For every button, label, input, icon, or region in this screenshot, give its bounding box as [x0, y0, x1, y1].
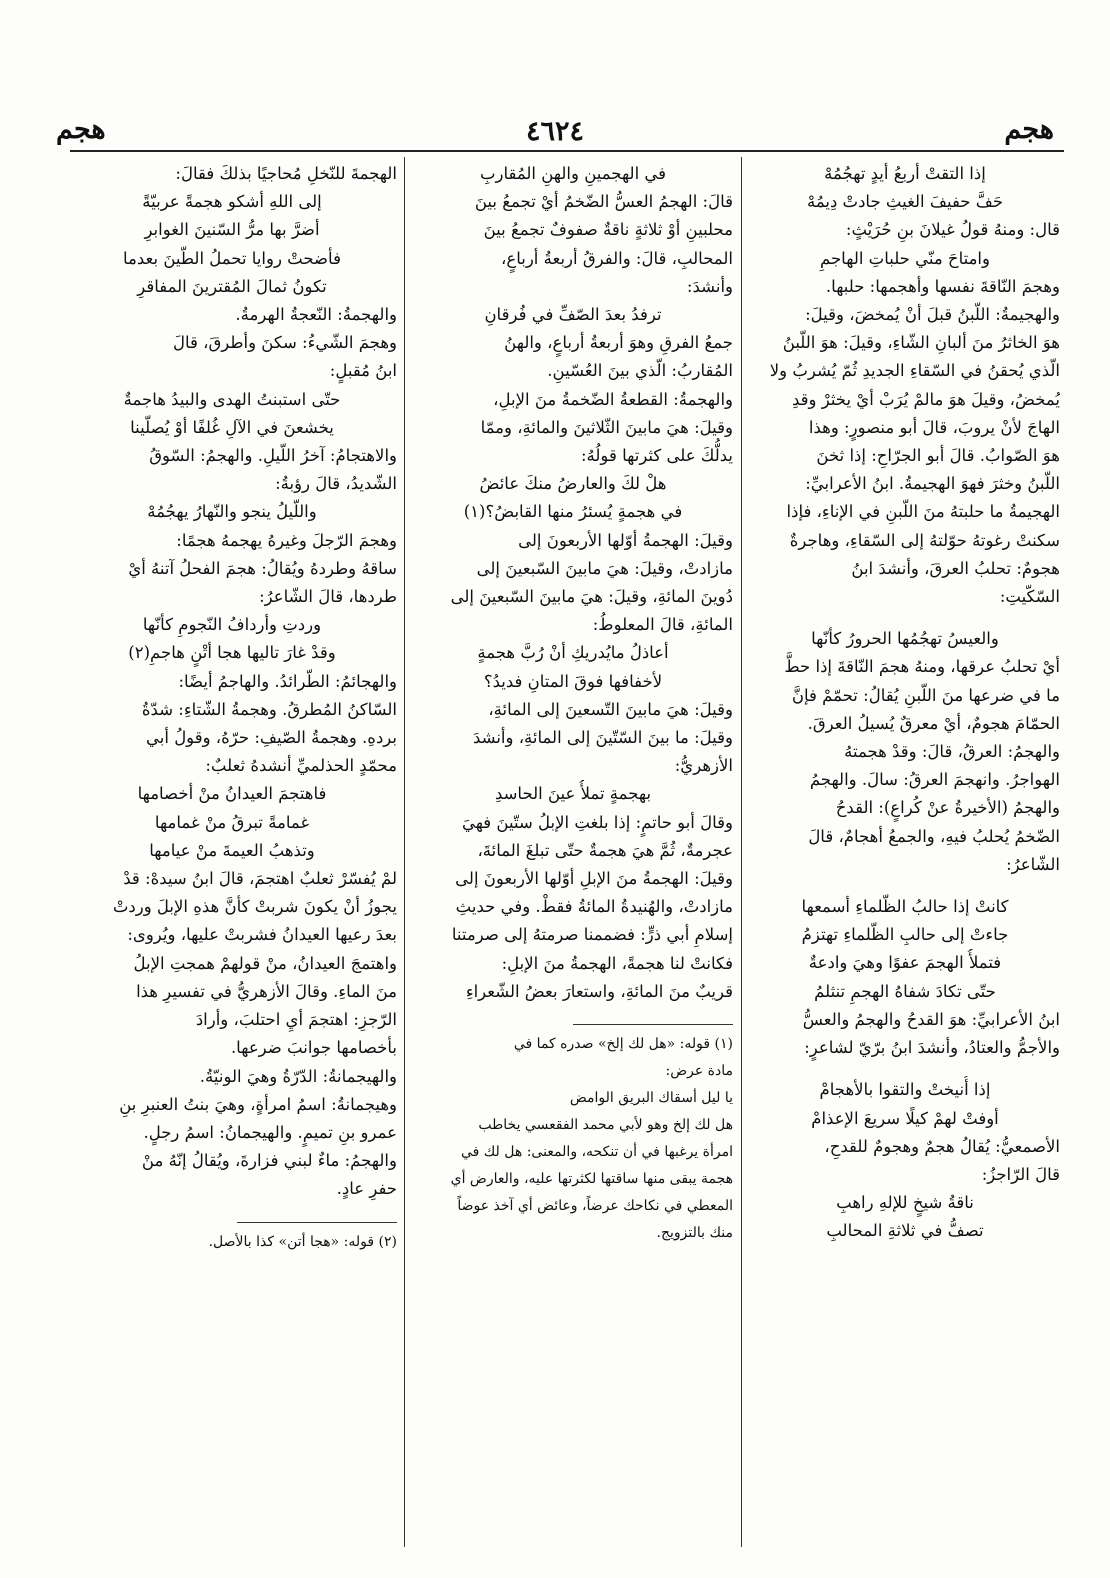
verse-line: حتّى تكادَ شفاهُ الهجمِ تنثلمُ — [814, 981, 996, 1001]
text-line: وقيلَ: هيَ مابينَ التّسعينَ إلى المائةِ، — [488, 699, 733, 719]
page-number: ٤٦٢٤ — [525, 116, 584, 147]
text-column-left — [67, 160, 397, 1550]
text-line: المائةِ، قالَ المعلوطُ: — [592, 615, 733, 635]
text-line: الهواجرُ. وانهجمَ العرقُ: سالَ. والهجمُ — [809, 770, 1060, 790]
verse-line: والعيسُ تهجُمُها الحرورُ كأنّها — [811, 629, 999, 649]
text-line: يجوزُ أنْ يكونَ شربتْ كأنَّ هذهِ الإبلَ وردتْ — [112, 897, 397, 917]
text-line: السّاكنُ المُطرقُ. وهجمةُ الشّتاءِ: شدّةُ — [141, 699, 397, 719]
header-rule — [70, 150, 1064, 152]
text-line: والأجمُّ والعتادُ، وأنشدَ ابنُ برّيّ لشاعرٍ: — [804, 1038, 1060, 1058]
text-line: الأصمعيُّ: يُقالُ هجمٌ وهجومٌ للقدحِ، — [824, 1136, 1060, 1156]
header-right-word: هجم — [1004, 114, 1054, 145]
verse-line: وامتاحَ منّي حلباتِ الهاجمِ — [820, 248, 990, 268]
text-line: وقيلَ: الهجمةُ أوّلها الأربعونَ إلى — [518, 530, 733, 550]
column-divider-1 — [741, 157, 742, 1547]
text-line: قريبٌ منَ المائةِ، واستعارَ بعضُ الشّعراءِ — [465, 981, 733, 1001]
footnote-line: منك بالتزويج. — [656, 1225, 733, 1242]
text-line: الضّخمُ يُحلبُ فيهِ، والجمعُ أهجامٌ، قالَ — [808, 826, 1060, 846]
text-line: وقيلَ: ما بينَ السّتّينَ إلى المائةِ، وأنشدَ — [472, 728, 733, 748]
verse-line: يخشعنَ في الآلِ غُلفًا أوْ يُصلّينا — [130, 417, 334, 437]
verse-line: هلْ لكَ والعارضُ منكَ عائضُ — [479, 474, 667, 494]
text-line: قالَ الرّاجزُ: — [981, 1164, 1060, 1184]
text-line: سكنتْ رغوتهُ حوّلتهُ إلى السّقاءِ، وهاجرةٌ — [789, 530, 1060, 550]
text-line: بأخصامها جوانبَ ضرعها. — [230, 1038, 397, 1058]
text-line: ابنُ مُقبلٍ: — [329, 361, 397, 381]
footnote-line: (١) قوله: «هل لك إلخ» صدره كما في — [513, 1036, 733, 1053]
column-divider-2 — [404, 157, 405, 1547]
text-line: وأنشدَ: — [686, 276, 733, 296]
verse-line: فأضحتْ روايا تحملُ الطّينَ بعدما — [123, 248, 341, 268]
text-line: والاهتجامُ: آخرُ اللّيلِ. والهجمُ: السّوقُ — [149, 446, 397, 466]
text-line: الأزهريُّ: — [674, 756, 733, 776]
footnote-line: مادة عرض: — [665, 1063, 733, 1080]
text-line: والهجيمةُ: اللّبنُ قبلَ أنْ يُمخضَ، وقيلَ: — [805, 305, 1060, 325]
verse-line: ترفدُ بعدَ الصّفِّ في فُرقانِ — [484, 305, 662, 325]
text-line: وقيلَ: هيَ مابينَ الثّلاثينَ والمائةِ، وممّا — [480, 417, 733, 437]
verse-line: واللّيلُ ينجو والنّهارُ يهجُمُهْ — [147, 502, 317, 522]
text-line: أيْ تحلبُ عرقها، ومنهُ هجمَ النّاقةَ إذا حطَّ — [784, 657, 1060, 677]
footnote-line: المعطي في نكاحك عرضاً، وعائض أي آخذ عوضاً — [457, 1198, 733, 1215]
text-line: قال: ومنهُ قولُ غيلانَ بنِ حُرَيْثٍ: — [845, 220, 1060, 240]
text-line: والهيجمانةُ: الدّرّةُ وهيَ الونيّةُ. — [199, 1066, 397, 1086]
verse-line: حَفَّ حفيفَ الغيثِ جادتْ دِيمُهْ — [806, 192, 1004, 212]
text-line: وهيجمانةُ: اسمُ امرأةٍ، وهيَ بنتُ العنبرِ بنِ — [119, 1094, 397, 1114]
text-line: الّذي يُحقنُ في السّقاءِ الجديدِ ثُمّ يُشربُ ولا — [769, 361, 1060, 381]
text-line: وهجمَ الشّيءُ: سكنَ وأطرقَ، قالَ — [173, 333, 397, 353]
text-line: والهجمُ: العرقُ، قالَ: وقدْ هجمتهُ — [844, 742, 1060, 762]
verse-line: وردتِ وأردافُ النّجومِ كأنّها — [142, 615, 322, 635]
text-line: قالَ: الهجمُ العسُّ الضّخمُ أيْ تجمعُ بينَ — [474, 192, 733, 212]
text-line: السّكّيتِ: — [999, 587, 1060, 607]
footnote-line: امرأة يرغبها في أن تنكحه، والمعنى: هل لك في — [460, 1144, 733, 1161]
text-line: الرّجزِ: اهتجمَ أيِ احتلبَ، وأرادَ — [195, 1010, 397, 1030]
verse-line: أعاذلُ مايُدريكِ أنْ رُبَّ هجمةٍ — [477, 643, 669, 663]
text-line: إسلامِ أبي ذرٍّ: فضممنا صرمتهُ إلى صرمتنا — [451, 925, 733, 945]
text-line: مازادتْ، والهُنيدةُ المائةُ فقطْ. وفي حديثِ — [455, 897, 733, 917]
verse-line: فاهتجمَ العيدانُ منْ أخصامها — [137, 784, 327, 804]
text-line: محمّدٍ الحذلميِّ أنشدهُ ثعلبٌ: — [205, 756, 397, 776]
footnote-line: (٢) قوله: «هجا أتن» كذا بالأصل. — [208, 1233, 397, 1250]
text-line: الهاجَ لأنْ يروبَ، قالَ أبو منصورٍ: وهذا — [808, 417, 1060, 437]
verse-line: لأخفافها فوقَ المتانِ فديدُ؟ — [483, 671, 663, 691]
text-line: بعدَ رعيها العيدانُ فشربتْ عليها، ويُروى: — [127, 925, 397, 945]
verse-line: أوفتْ لهمْ كيلًا سريعَ الإعذامْ — [811, 1108, 999, 1128]
verse-line: تكونُ ثمالَ المُقترينَ المفاقرِ — [137, 276, 327, 296]
verse-line: وتذهبُ العيمةَ منْ عيامها — [149, 840, 315, 860]
text-line: دُوينَ المائةِ، وقيلَ: هيَ مابينَ السّبعينَ إلى — [450, 587, 733, 607]
verse-line: إذا أُنيختْ والتقوا بالأهجامْ — [819, 1080, 991, 1100]
verse-line: تصفُّ في ثلاثةِ المحالبِ — [826, 1221, 984, 1241]
text-line: هوَ الصّوابُ. قالَ أبو الجرّاحِ: إذا ثخنَ — [816, 446, 1060, 466]
text-line: يدلُّكَ على كثرتها قولُهُ: — [581, 446, 733, 466]
text-line: حفرِ عادٍ. — [336, 1179, 397, 1199]
text-line: الهجيمةُ ما حلبتهُ منَ اللّبنِ في الإناءِ، فإذا — [786, 502, 1060, 522]
footnote-line: يا ليل أسقاك البريق الوامض — [569, 1090, 733, 1107]
text-line: هجومٌ: تحلبُ العرقَ، وأنشدَ ابنُ — [851, 558, 1060, 578]
text-line: طردها، قالَ الشّاعرُ: — [259, 587, 397, 607]
text-line: بردهِ. وهجمةُ الصّيفِ: حرّهُ، وقولُ أبي — [146, 728, 397, 748]
text-line: والهجمُ (الأخيرةُ عنْ كُراعٍ): القدحُ — [835, 798, 1060, 818]
verse-line: وقدْ غارَ تاليها هجا أتْنٍ هاجمِ(٢) — [128, 643, 336, 663]
text-column-middle — [413, 160, 733, 1550]
text-line: لمْ يُفسّرْ ثعلبٌ اهتجمَ، قالَ ابنُ سيدهْ: قدْ — [123, 869, 397, 889]
text-line: والهجمةُ: النّعجةُ الهرمةُ. — [235, 305, 397, 325]
text-line: ما في ضرعها منَ اللّبنِ يُقالُ: تحمّمْ فإنَّ — [791, 685, 1060, 705]
verse-line: فتملأُ الهجمَ عفوًا وهيَ وادعةٌ — [808, 953, 1002, 973]
text-line: وقالَ أبو حاتمٍ: إذا بلغتِ الإبلُ ستّينَ فهيَ — [461, 812, 733, 832]
text-line: الهجمةَ للنّخلِ مُحاجيًا بذلكَ فقالَ: — [175, 164, 397, 183]
spacer — [750, 611, 1060, 625]
text-line: عجرمةٌ، ثُمَّ هيَ هجمةٌ حتّى تبلغَ المائةَ، — [477, 840, 733, 860]
footnote-rule — [573, 1024, 733, 1025]
text-line: والهجائمُ: الطّرائدُ. والهاجمُ أيضًا: — [178, 671, 397, 691]
text-line: فكانتْ لنا هجمةً، الهجمةُ منَ الإبلِ: — [501, 953, 733, 973]
footnote-rule — [237, 1222, 397, 1223]
text-line: محلبينِ أوْ ثلاثةٍ ناقةٌ صفوفٌ تجمعُ بينَ — [483, 220, 733, 240]
verse-line: إذا التقتْ أربعُ أيدٍ تهجُمُهْ — [824, 164, 986, 183]
footnote-line: هل لك إلخ وهو لأبي محمد الفقعسي يخاطب — [478, 1117, 733, 1134]
verse-line: في هجمةٍ يُسئرُ منها القابضُ؟(١) — [463, 502, 683, 522]
header-left-word: هجم — [56, 114, 106, 145]
text-line: وهجمَ الرّجلَ وغيرهُ يهجمهُ هجمًا: — [176, 530, 397, 550]
verse-line: إلى اللهِ أشكو هجمةً عربيّةً — [142, 192, 322, 212]
verse-line: جاءتْ إلى حالبِ الظّلماءِ تهتزمُ — [801, 925, 1009, 945]
text-line: وقيلَ: الهجمةُ منَ الإبلِ أوّلها الأربعونَ إلى — [455, 869, 733, 889]
verse-line: ناقةُ شيخٍ للإلهِ راهبِ — [836, 1193, 974, 1213]
text-line: الشّديدُ، قالَ رؤبةُ: — [275, 474, 397, 494]
text-column-right — [750, 160, 1060, 1550]
footnote-line: هجمة يبقى منها ساقتها لكثرتها عليه، والعارض أي — [450, 1171, 733, 1188]
verse-line: غمامةً تبرقُ منْ غمامها — [154, 812, 310, 832]
text-line: وهجمَ النّاقةَ نفسها وأهجمها: حلبها. — [825, 276, 1060, 296]
spacer — [750, 879, 1060, 893]
verse-line: أضرَّ بها مرُّ السّنينَ الغوابرِ — [144, 220, 320, 240]
text-line: مازادتْ، وقيلَ: هيَ مابينَ السّبعينَ إلى — [476, 558, 733, 578]
verse-line: بهجمةٍ تملأُ عينَ الحاسدِ — [494, 784, 652, 804]
text-line: ساقهُ وطردهُ ويُقالُ: هجمَ الفحلُ آتنهُ أيْ — [128, 558, 397, 578]
text-line: الحمّامَ هجومٌ، أيْ معرقٌ يُسيلُ العرقَ. — [807, 713, 1060, 733]
text-line: الشّاعرُ: — [1006, 854, 1060, 874]
text-line: جمعُ الفرقِ وهوَ أربعةُ أرباعٍ، والهنُ — [504, 333, 733, 353]
text-line: اللّبنُ وخثرَ فهوَ الهجيمةُ. ابنُ الأعرابيِّ: — [805, 474, 1060, 494]
text-line: عمرو بنِ تميمٍ. والهيجمانُ: اسمُ رجلٍ. — [143, 1122, 397, 1142]
text-line: ابنُ الأعرابيِّ: هوَ القدحُ والهجمُ والعسُّ — [802, 1009, 1060, 1029]
verse-line: في الهجمينِ والهنِ المُقاربِ — [479, 164, 667, 183]
text-line: المُقاربُ: الّذي بينَ العُسّينِ. — [547, 361, 733, 381]
text-line: هوَ الخاثرُ منَ ألبانِ الشّاءِ، وقيلَ: هوَ اللّبنُ — [782, 333, 1060, 353]
verse-line: حتّى استبنتُ الهدى والبيدُ هاجمةٌ — [123, 389, 341, 409]
text-line: واهتمجَ العيدانُ، منْ قولهمْ همجتِ الإبلُ — [133, 953, 397, 973]
text-line: المحالبِ، قالَ: والفرقُ أربعةُ أرباعٍ، — [501, 248, 733, 268]
text-line: يُمخضُ، وقيلَ هوَ مالمْ يُرَبْ أيْ يخثرْ وقدِ — [791, 389, 1060, 409]
text-line: والهجمةُ: القطعةُ الضّخمةُ منَ الإبلِ، — [493, 389, 733, 409]
verse-line: كانتْ إذا حالبُ الظّلماءِ أسمعها — [801, 897, 1009, 917]
text-line: والهجمُ: ماءٌ لبني فزارةَ، ويُقالُ إنّهُ منْ — [141, 1151, 397, 1171]
spacer — [750, 1062, 1060, 1076]
text-line: منَ الماءِ. وقالَ الأزهريُّ في تفسيرِ هذا — [136, 981, 397, 1001]
